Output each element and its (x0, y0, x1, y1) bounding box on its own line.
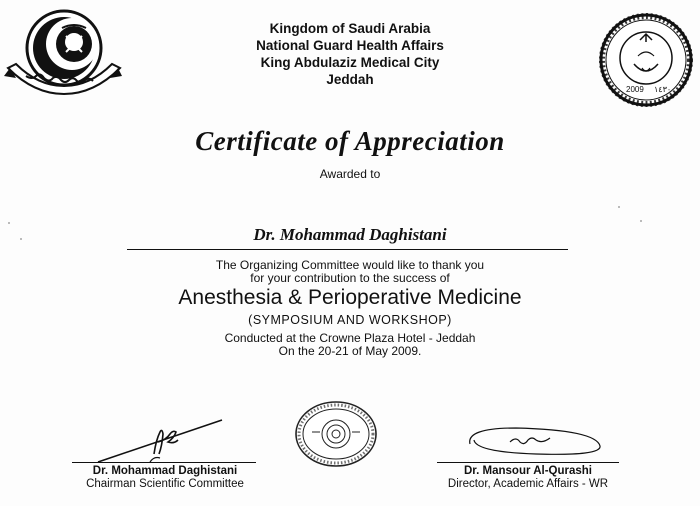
right-signer-role: Director, Academic Affairs - WR (447, 478, 609, 490)
event-title: Anesthesia & Perioperative Medicine (178, 286, 522, 309)
university-seal-logo (598, 12, 694, 108)
official-stamp (292, 398, 380, 470)
right-signer-name: Dr. Mansour Al-Qurashi (463, 465, 592, 477)
certificate-title: Certificate of Appreciation (195, 126, 505, 156)
thanks-line-1: The Organizing Committee would like to thank you (215, 258, 485, 272)
left-signer-role: Chairman Scientific Committee (86, 478, 244, 490)
svg-text:١٤٣٠: ١٤٣٠ (654, 85, 672, 94)
event-subtitle: (SYMPOSIUM AND WORKSHOP) (248, 313, 452, 327)
left-signature-scribble (92, 414, 232, 466)
ngha-emblem-logo (4, 6, 122, 98)
scan-speck (640, 220, 642, 222)
header-organization: National Guard Health Affairs (256, 38, 444, 53)
recipient-name: Dr. Mohammad Daghistani (253, 225, 447, 244)
event-date: On the 20-21 of May 2009. (278, 344, 422, 358)
scan-speck (8, 222, 10, 224)
seal-year: 2009 (626, 85, 644, 94)
awarded-to-label: Awarded to (319, 167, 381, 181)
thanks-line-2: for your contribution to the success of (250, 271, 450, 285)
event-venue: Conducted at the Crowne Plaza Hotel - Jeddah (224, 331, 476, 345)
header-medical-city: King Abdulaziz Medical City (260, 55, 440, 70)
scan-speck (20, 238, 22, 240)
right-signature-line (437, 462, 619, 463)
left-signature-line (72, 462, 256, 463)
scan-speck (618, 206, 620, 208)
right-signature-scribble (456, 422, 606, 458)
header-city: Jeddah (326, 72, 374, 87)
recipient-underline (127, 249, 568, 250)
header-country: Kingdom of Saudi Arabia (269, 21, 431, 36)
left-signer-name: Dr. Mohammad Daghistani (92, 465, 238, 477)
